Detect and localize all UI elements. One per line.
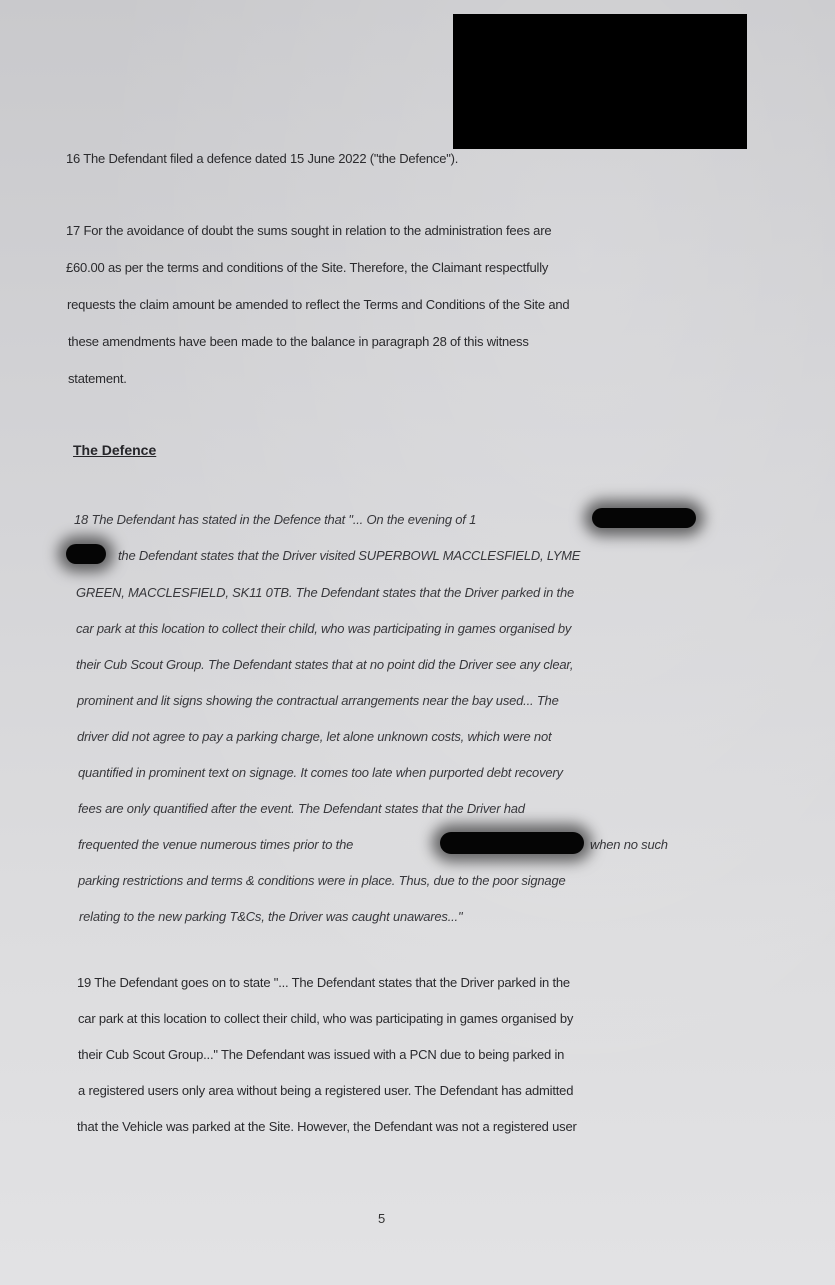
paragraph-16-text: 16 The Defendant filed a defence dated 15 June 2022 ("the Defence"). xyxy=(66,151,459,166)
paragraph-18-line: their Cub Scout Group. The Defendant states that at no point did the Driver see any clear, xyxy=(76,657,574,672)
paragraph-18-line: car park at this location to collect their child, who was participating in games organised by xyxy=(76,621,572,636)
paragraph-19-line: their Cub Scout Group..." The Defendant was issued with a PCN due to being parked in xyxy=(78,1047,565,1062)
paragraph-18-line: parking restrictions and terms & conditions were in place. Thus, due to the poor signage xyxy=(78,873,566,888)
paragraph-17-line: statement. xyxy=(68,371,127,386)
paragraph-18-line: frequented the venue numerous times prior to the xyxy=(78,837,354,852)
paragraph-17-line: 17 For the avoidance of doubt the sums sought in relation to the administration fees are xyxy=(66,223,552,238)
paragraph-18-line: when no such xyxy=(590,837,668,852)
paragraph-19-line: car park at this location to collect their child, who was participating in games organised by xyxy=(78,1011,574,1026)
redaction-blur xyxy=(440,832,584,854)
paragraph-18-line: 18 The Defendant has stated in the Defence that "... On the evening of 1 xyxy=(74,512,477,527)
paragraph-19-line: a registered users only area without being a registered user. The Defendant has admitted xyxy=(78,1083,574,1098)
paragraph-19-line: that the Vehicle was parked at the Site. However, the Defendant was not a registered user xyxy=(77,1119,577,1134)
paragraph-18-line: the Defendant states that the Driver visited SUPERBOWL MACCLESFIELD, LYME xyxy=(118,548,581,563)
paragraph-18-line: fees are only quantified after the event. The Defendant states that the Driver had xyxy=(78,801,525,816)
paragraph-17-line: £60.00 as per the terms and conditions of the Site. Therefore, the Claimant respectfully xyxy=(66,260,549,275)
redaction-block xyxy=(453,14,747,149)
paragraph-18-line: relating to the new parking T&Cs, the Driver was caught unawares..." xyxy=(79,909,463,924)
paragraph-17-line: these amendments have been made to the balance in paragraph 28 of this witness xyxy=(68,334,529,349)
redaction-blur xyxy=(592,508,696,528)
section-heading: The Defence xyxy=(73,442,157,458)
paragraph-18-line: GREEN, MACCLESFIELD, SK11 0TB. The Defendant states that the Driver parked in the xyxy=(76,585,575,600)
paragraph-17-line: requests the claim amount be amended to reflect the Terms and Conditions of the Site and xyxy=(67,297,570,312)
redaction-blur xyxy=(66,544,106,564)
page-number: 5 xyxy=(378,1211,386,1226)
paragraph-18-line: quantified in prominent text on signage. It comes too late when purported debt recovery xyxy=(78,765,563,780)
paragraph-19-line: 19 The Defendant goes on to state "... The Defendant states that the Driver parked in the xyxy=(77,975,570,990)
paragraph-18-line: prominent and lit signs showing the contractual arrangements near the bay used... The xyxy=(77,693,559,708)
paragraph-18-line: driver did not agree to pay a parking charge, let alone unknown costs, which were not xyxy=(77,729,552,744)
